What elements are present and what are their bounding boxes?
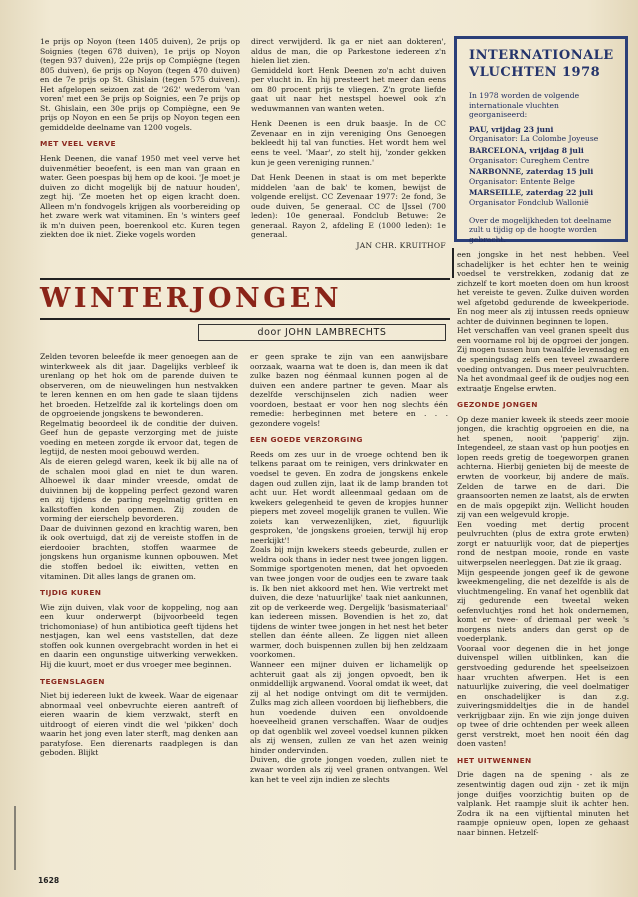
subheading-een-goede-verzorging: EEN GOEDE VERZORGING xyxy=(250,435,363,445)
subheading-het-uitwennen: HET UITWENNEN xyxy=(457,755,532,765)
paragraph: Het verschaffen van veel granen speelt dus een voorname rol bij de opgroei der jongen. Zij mogen tussen hun twaalfde levensdag en de speningsdag zelfs een teveel zwaardere voeding ontvangen. Dus meer peulvruchten. Na het avondmaal geef ik de oudjes nog een extraatje Engelse erwten. xyxy=(457,326,629,393)
flight-name: PAU, vrijdag 23 juni xyxy=(469,124,554,134)
paragraph: Gemiddeld kort Henk Deenen zo'n acht duiven per vlucht in. En hij presteert het meer dan eens om 80 procent prijs te vliegen. Z'n grote liefde gaat uit naar het nestspel hoewel ook z'n weduwmannen van wanten weten. xyxy=(251,65,446,113)
main-column-1 xyxy=(40,352,238,878)
page-number: 1628 xyxy=(38,876,60,885)
flight-name: BARCELONA, vrijdag 8 juli xyxy=(469,145,584,155)
flight-event xyxy=(469,146,615,165)
paragraph: Zelden tevoren beleefde ik meer genoegen aan de winterkweek als dit jaar. Dagelijks verbleef ik urenlang op het hok om de parende duiven te observeren, om de nieuwelingen hun nestvakken te leren kennen en om hen gade te slaan tijdens het broeden. Hetzelfde zal ik kortelings doen om de opgroeiende jongskens te bewonderen. xyxy=(40,352,238,419)
paragraph: direct verwijderd. Ik ga er niet aan dokteren', aldus de man, die op Parkestone iedereen z'n hielen liet zien. xyxy=(251,37,446,66)
paragraph: 1e prijs op Noyon (teen 1405 duiven), 2e prijs op Soignies (tegen 678 duiven), 1e prijs op Noyon (tegen 937 duiven), 22e prijs op Compiègne (tegen 805 duiven), 6e prijs op Noyon (tegen 470 duiven) en de 7e prijs op St. Ghislain (tegen 575 duiven). Het afgelopen seizoen zat de '262' wederom 'van voren' met een 3e prijs op Soignies, een 7e prijs op St. Ghislain, een 30e prijs op Compiègne, een 9e prijs op Noyon en een 5e prijs op Noyon tegen een gemiddelde deelname van 1200 vogels. xyxy=(40,37,240,132)
paragraph: Dat Henk Deenen in staat is om met beperkte middelen 'aan de bak' te komen, bewijst de volgende erelijst. CC Zevenaar 1977: 2e fond, 3e oude duiven, 5e generaal. CC de IJssel (700 leden): 10e generaal. Fondclub Betuwe: 2e generaal. Rayon 2, afdeling E (1000 leden): 1e generaal. xyxy=(251,173,446,240)
paragraph: Op deze manier kweek ik steeds zeer mooie jongen, die krachtig opgroeien en die, na het spenen, nooit 'papperig' zijn. Integendeel, ze staan vast op hun pootjes en lopen reeds gretig de toegeworpen granen achterna. Hierbij genieten bij de meeste de erwten de voorkeur, bij andere de maïs. Zelden de tarwe en de dari. Die graansoorten nemen ze laatst, als de erwten en de maïs opgepikt zijn. Wellicht houden zij van een welgevuld kropje. xyxy=(457,414,629,520)
paragraph: Henk Deenen is een druk baasje. In de CC Zevenaar en in zijn vereniging Ons Genoegen bekleedt hij tal van functies. Het wordt hem wel eens te veel. 'Maar', zo stelt hij, 'zonder gekken kun je geen vereniging runnen.' xyxy=(251,119,446,167)
box-title: INTERNATIONALE VLUCHTEN 1978 xyxy=(469,48,614,80)
box-outro: Over de mogelijkheden tot deelname zult u tijdig op de hoogte worden gebracht. xyxy=(469,215,612,244)
paragraph: Wie zijn duiven, vlak voor de koppeling, nog aan een kuur onderwerpt (bijvoorbeeld tegen trichomoniase) of hun antibiotica geeft tijdens het nestjagen, kan wel eens vaststellen, dat deze stoffen ook kunnen overgebracht worden in het ei en daarin een ongunstige uitwerking verwekken. Hij die kuurt, moet er dus vroeger mee beginnen. xyxy=(40,602,238,669)
article-byline: door JOHN LAMBRECHTS xyxy=(198,324,446,341)
box-intro: In 1978 worden de volgende internationale vluchten georganiseerd: xyxy=(469,91,580,120)
separator-rule xyxy=(452,248,454,278)
main-column-2 xyxy=(250,352,448,878)
paragraph: Niet bij iedereen lukt de kweek. Waar de eigenaar abnormaal veel onbevruchte eieren aantreft of eieren waarin de kiem verzwakt, sterft en uitdroogt of eieren vindt die wel 'pikken' doch waarin het jong even later sterft, mag denken aan paratyfose. Een dierenarts raadplegen is dan geboden. Blijkt xyxy=(40,691,238,758)
top-column-2 xyxy=(251,37,446,275)
paragraph: Zoals bij mijn kwekers steeds gebeurde, zullen er weldra ook thans in ieder nest twee jongen liggen. Sommige sportgenoten menen, dat het opvoeden van twee jongen voor de oudjes een te zware taak is. Ik ben niet akkoord met hen. Wie vertrekt met duiven, die deze 'natuurlijke' taak niet aankunnen, zit op de verkeerde weg. Dergelijk 'basismateriaal' kan iedereen missen. Bovendien is het zo, dat tijdens de winter twee jongen in het nest het beter stellen dan éénte alleen. Ze liggen niet alleen warmer, doch buispennen zullen bij hen zeldzaam voorkomen. xyxy=(250,545,448,660)
flight-name: NARBONNE, zaterdag 15 juli xyxy=(469,167,594,177)
paragraph: Regelmatig beoordeel ik de conditie der duiven. Geef hun de gepaste verzorging met de juiste voeding en meteen zorgde ik ervoor dat, tegen de legtijd, de nesten mooi gebouwd werden. xyxy=(40,418,238,457)
right-column xyxy=(457,250,629,880)
international-flights-box xyxy=(454,36,628,242)
flight-organiser: Organisator: La Colombe Joyeuse xyxy=(469,134,599,144)
flight-organiser: Organisator: Entente Belge xyxy=(469,176,575,186)
flight-name: MARSEILLE, zaterdag 22 juli xyxy=(469,188,594,198)
author-signature: JAN CHR. KRUITHOF xyxy=(356,240,446,250)
top-column-1 xyxy=(40,37,240,275)
paragraph: Reeds om zes uur in de vroege ochtend ben ik telkens paraat om te reinigen, vers drinkwater en voedsel te geven. En zodra de jongskens enkele dagen oud zullen zijn, laat ik de lamp branden tot acht uur. Het wordt alleenmaal gedaan om de kwekers gelegenheid te geven de kropjes hunner piepers met zoveel mogelijk granen te vullen. Wie zoiets kan verwezenlijken, ziet, figuurlijk gesproken, 'de jongskens groeien, terwijl hij erop neerkijkt'! xyxy=(250,449,448,545)
paragraph: Vooraal voor degenen die in het jonge duivenspel willen uitblinken, kan die gerstvoeding gedurende het speelseizoen haar vruchten afwerpen. Het is een natuurlijke zuivering, die veel doelmatiger en onschadelijker is dan z.g. zuiveringsmiddeltjes die in de handel verkrijgbaar zijn. En wie zijn jonge duiven op twee of drie ochtenden per week alleen gerst verstrekt, moet hen nooit één dag doen vasten! xyxy=(457,643,629,749)
subheading-tegenslagen: TEGENSLAGEN xyxy=(40,676,105,686)
headline-underline xyxy=(40,318,450,320)
separator-rule xyxy=(40,278,450,280)
subheading-gezonde-jongen: GEZONDE JONGEN xyxy=(457,400,538,410)
subheading-tijdig-kuren: TIJDIG KUREN xyxy=(40,588,102,598)
flight-event xyxy=(469,167,615,186)
paragraph: een jongske in het nest hebben. Veel schadelijker is het echter hen te weinig voedsel te verstrekken, zodanig dat ze zichzelf te kort moeten doen om hun kroost het vereiste te geven. Zulke duiven worden wel afgetobd gedurende de kweekperiode. En nog meer als zij intussen reeds opnieuw achter de duivinnen beginnen te lopen. xyxy=(457,250,629,326)
paragraph: Drie dagen na de spening - als ze zesentwintig dagen oud zijn - zet ik mijn jonge duifjes voorzichtig buiten op de valplank. Het raampje sluit ik achter hen. Zodra ik na een vijftiental minuten het raampje opnieuw open, lopen ze gehaast naar binnen. Hetzelf- xyxy=(457,770,629,837)
article-headline: WINTERJONGEN xyxy=(40,283,343,314)
margin-mark xyxy=(14,806,16,870)
flight-organiser: Organisator Fondclub Wallonië xyxy=(469,197,589,207)
paragraph: Mijn gespeende jongen geef ik de gewone kweekmengeling, die net dezelfde is als de vluchtmengeling. En vanaf het ogenblik dat zij gedurende een tweetal weken oefenvluchtjes rond het hok ondernemen, komt er twee- of driemaal per week 's morgens niets anders dan gerst op de voederplank. xyxy=(457,567,629,644)
paragraph: er geen sprake te zijn van een aanwijsbare oorzaak, waarna wat te doen is, dan meen ik dat zulke bazen nog éénmaal kunnen pogen al de duiven een andere partner te geven. Maar als dezelfde verschijnselen zich nadien weer voordoen, bestaat er voor hen nog slechts één remedie: herbeginnen met betere en . . . gezondere vogels! xyxy=(250,352,448,428)
paragraph: Henk Deenen, die vanaf 1950 met veel verve het duivenmétier beoefent, is een man van graan en water. Geen poespas bij hem op de kooi. 'Je moet je duiven zo dicht mogelijk bij de natuur houden', zegt hij. 'Ze moeten het op eigen kracht doen. Alleen m'n fondvogels krijgen als voorbereiding op het zware werk wat vitaminen. En 's winters geef ik m'n duiven peen, boerenkool etc. Kuren tegen ziekten doe ik niet. Zieke vogels worden xyxy=(40,154,240,240)
flight-event xyxy=(469,125,615,144)
paragraph: Als de eieren gelegd waren, keek ik bij alle na of de schalen mooi glad en niet te dun waren. Alhoewel ik daar minder vreesde, omdat de duivinnen bij de koppeling perfect gezond waren en zij tijdens de paring regelmatig gritten en kalkstoffen konden opnemen. Zij zouden de vorming der eierschelp bevorderen. xyxy=(40,457,238,524)
paragraph: Een voeding met dertig procent peulvruchten (plus de extra grote erwten) zorgt er natuurlijk voor, dat de piepertjes rond de nestpan mooie, ronde en vaste uitwerpselen neerleggen. Dat zie ik graag. xyxy=(457,519,629,567)
paragraph: Daar de duivinnen gezond en krachtig waren, ben ik ook overtuigd, dat zij de vereiste stoffen in de eierdooier brachten, stoffen waarmee de jongskens hun organisme kunnen opbouwen. Met die stoffen bedoel ik: eiwitten, vetten en vitaminen. Dit alles langs de granen om. xyxy=(40,523,238,581)
subheading-met-veel-verve: MET VEEL VERVE xyxy=(40,139,116,149)
paragraph: Wanneer een mijner duiven er lichamelijk op achteruit gaat als zij jongen opvoedt, ben ik onmiddellijk argwanend. Vooral omdat ik weet, dat zij al het nodige ontvingt om dit te vermijden. Zulks mag zich alleen voordoen bij liefhebbers, die hun voedende duiven een onvoldoende hoeveelheid granen verschaffen. Waar de oudjes op dat ogenblik wel zoveel voedsel kunnen pikken als zij wensen, zullen ze van het azen weinig hinder ondervinden. xyxy=(250,659,448,755)
paragraph: Duiven, die grote jongen voeden, zullen niet te zwaar worden als zij veel granen ontvangen. Wel kan het te veel zijn indien ze slechts xyxy=(250,755,448,784)
flight-organiser: Organisator: Cureghem Centre xyxy=(469,155,590,165)
flight-event xyxy=(469,188,615,207)
